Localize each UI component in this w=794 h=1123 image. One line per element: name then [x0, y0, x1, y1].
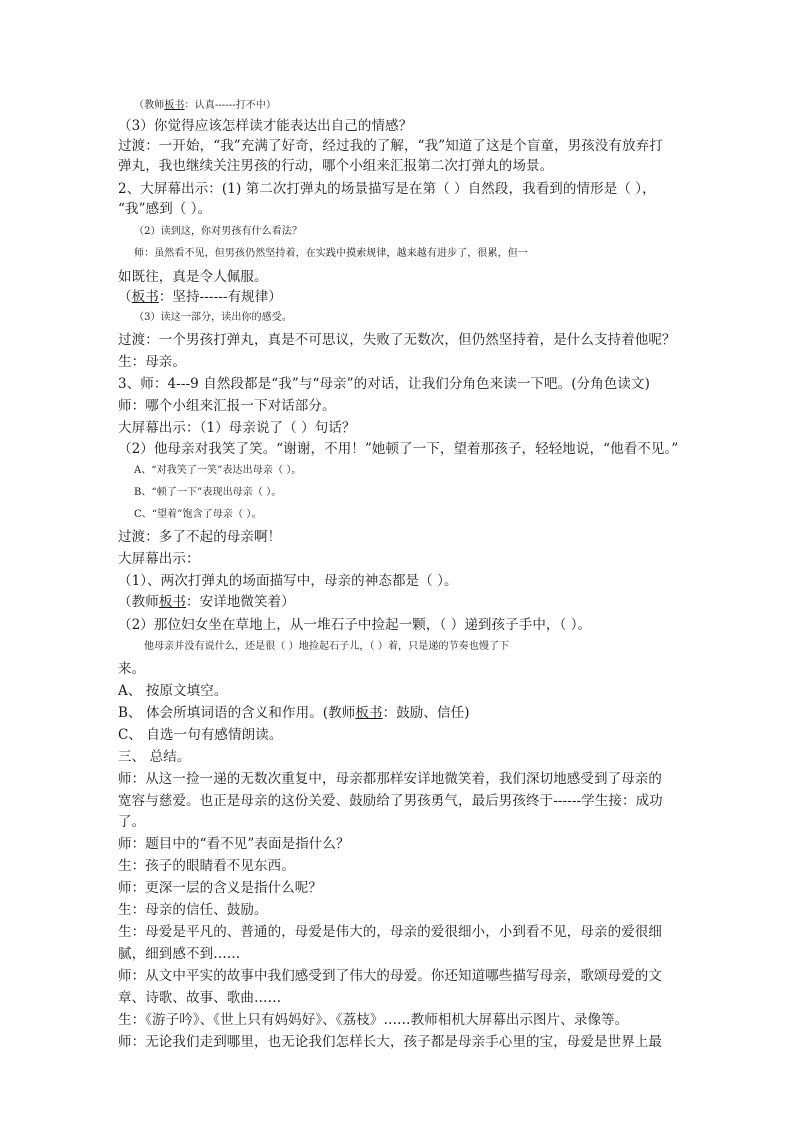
text-line: 2、大屏幕出示：(1) 第二次打弹丸的场景描写是在第（ ）自然段，我看到的情形是（ ），	[118, 181, 656, 197]
text-line: 如既往，真是令人佩服。	[118, 269, 268, 285]
text-line: 过渡：一开始，“我”充满了好奇，经过我的了解，“我”知道了这是个盲童，男孩没有放弃打	[118, 138, 663, 154]
text-line: 师：从这一捡一递的无数次重复中，母亲都那样安详地微笑着，我们深切地感受到了母亲的	[118, 771, 662, 787]
text-line: （板书：坚持------有规律）	[118, 289, 282, 305]
text-line: 宽容与慈爱。也正是母亲的这份关爱、鼓励给了男孩勇气，最后男孩终于------学生接：成功	[118, 793, 663, 809]
text-line: 3、师：4---9 自然段都是“我”与“母亲”的对话，让我们分角色来读一下吧。(分角色读文)	[118, 376, 650, 392]
text-line: 生：母亲。	[118, 354, 186, 370]
text-line: 大屏幕出示：	[118, 551, 200, 567]
text-line: 师：虽然看不见，但男孩仍然坚持着，在实践中摸索规律，越来越有进步了，很累，但一	[134, 248, 528, 259]
text-line: 过渡：一个男孩打弹丸，真是不可思议，失败了无数次，但仍然坚持着，是什么支持着他呢？	[118, 332, 676, 348]
text-line: （1）、两次打弹丸的场面描写中，母亲的神态都是（ ）。	[118, 573, 458, 589]
text-line: （2）那位妇女坐在草地上，从一堆石子中捡起一颗，（ ）递到孩子手中，（ ）。	[118, 617, 592, 633]
board-note: 板书	[164, 100, 185, 111]
text-line: 了。	[118, 814, 146, 830]
text-line: 三、 总结。	[118, 749, 191, 765]
text-line: 师：从文中平实的故事中我们感受到了伟大的母爱。你还知道哪些描写母亲，歌颂母爱的文	[118, 968, 662, 984]
text-line: 他母亲并没有说什么，还是很（ ）地捡起石子儿，（ ）着，只是递的节奏也慢了下	[144, 641, 510, 652]
text-line: A、 按原文填空。	[118, 683, 228, 699]
text-line: （教师板书：认真------打不中）	[134, 100, 277, 111]
text-line: 师：无论我们走到哪里，也无论我们怎样长大，孩子都是母亲手心里的宝，母爱是世界上最	[118, 1034, 662, 1050]
board-note: 板书	[158, 594, 187, 610]
board-note: 板书	[355, 705, 383, 721]
text-line: （3）你觉得应该怎样读才能表达出自己的情感？	[118, 118, 413, 134]
text-line: 腻，细到感不到……	[118, 946, 241, 962]
text-line: （教师板书：安详地微笑着）	[118, 594, 295, 610]
text-line: B、“顿了一下”表现出母亲（ ）。	[134, 487, 282, 498]
text-line: C、 自选一句有感情朗读。	[118, 727, 283, 743]
text-line: 过渡：多了不起的母亲啊！	[118, 529, 282, 545]
text-line: （2）他母亲对我笑了笑。“谢谢，不用！”她顿了一下，望着那孩子，轻轻地说，“他看不见。”	[118, 441, 679, 457]
text-line: （2）读到这，你对男孩有什么看法？	[134, 226, 303, 237]
text-line: 生：孩子的眼睛看不见东西。	[118, 858, 295, 874]
text-line: （3）读这一部分，读出你的感受。	[134, 312, 292, 323]
text-line: C、“望着”饱含了母亲（ ）。	[134, 509, 262, 520]
text-line: 生：母亲的信任、鼓励。	[118, 902, 268, 918]
text-line: B、 体会所填词语的含义和作用。(教师板书：鼓励、信任)	[118, 705, 470, 721]
text-line: A、“对我笑了一笑”表达出母亲（ ）。	[134, 465, 302, 476]
text-line: 师：题目中的“看不见”表面是指什么？	[118, 836, 350, 852]
text-line: 来。	[118, 661, 146, 677]
text-line: 生：母爱是平凡的、普通的，母爱是伟大的，母亲的爱很细小，小到看不见，母亲的爱很细	[118, 924, 662, 940]
text-line: 师：更深一层的含义是指什么呢？	[118, 880, 322, 896]
text-line: 生：《游子吟》、《世上只有妈妈好》、《荔枝》……教师相机大屏幕出示图片、录像等。	[118, 1012, 629, 1028]
text-line: 弹丸，我也继续关注男孩的行动，哪个小组来汇报第二次打弹丸的场景。	[118, 158, 554, 174]
text-line: “我”感到（ ）。	[118, 201, 212, 217]
text-line: 师：哪个小组来汇报一下对话部分。	[118, 398, 336, 414]
text-line: 大屏幕出示：（1）母亲说了（ ）句话？	[118, 420, 356, 436]
board-note: 板书	[131, 289, 159, 305]
text-line: 章、诗歌、故事、歌曲……	[118, 990, 282, 1006]
